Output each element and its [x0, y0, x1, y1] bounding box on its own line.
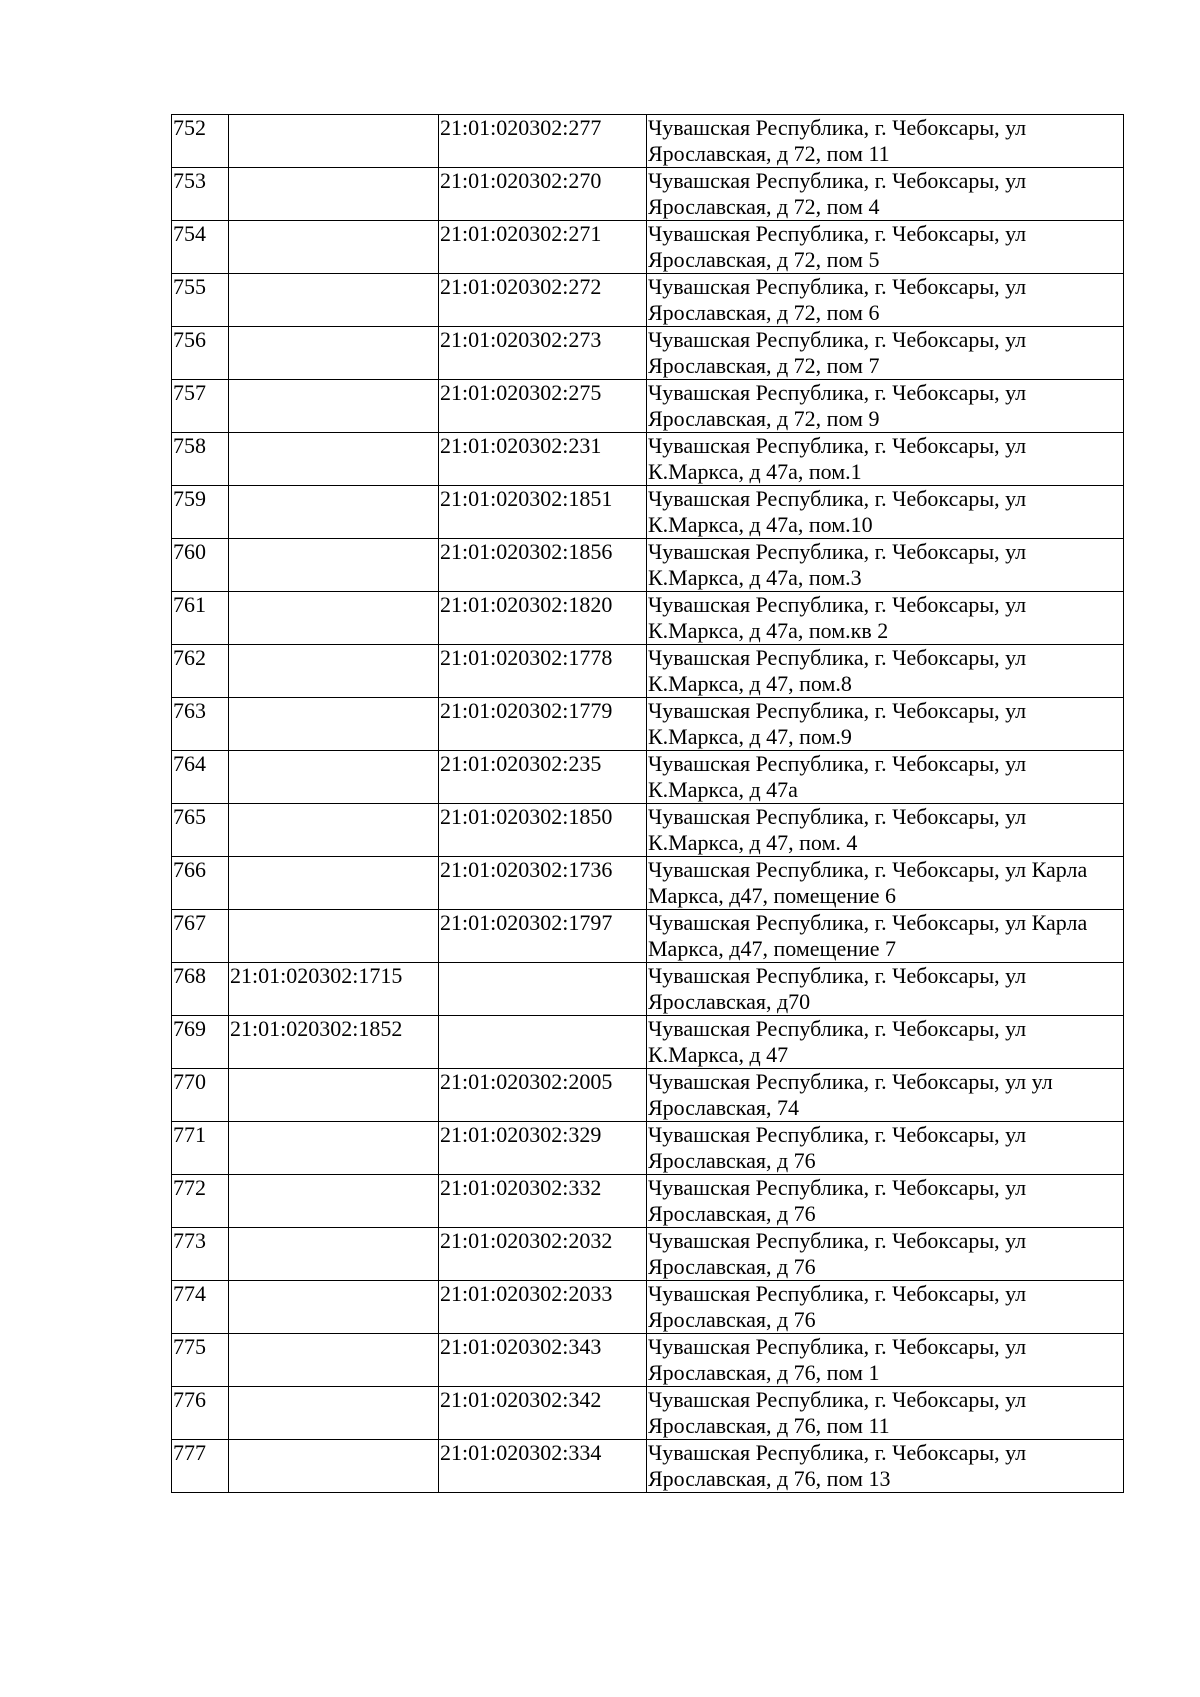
row-number-cell: 776 [172, 1387, 229, 1440]
table-row [172, 751, 1124, 804]
address-cell: Чувашская Республика, г. Чебоксары, ул Карла Маркса, д47, помещение 6 [647, 857, 1124, 910]
row-number-cell: 756 [172, 327, 229, 380]
cadastral-number-cell-a [229, 1122, 439, 1175]
cadastral-number-cell-b: 21:01:020302:2005 [439, 1069, 647, 1122]
cadastral-number-cell-a [229, 168, 439, 221]
cadastral-number-cell-a [229, 857, 439, 910]
table-row [172, 539, 1124, 592]
table-row [172, 1334, 1124, 1387]
table-row [172, 1122, 1124, 1175]
table-row [172, 804, 1124, 857]
address-cell: Чувашская Республика, г. Чебоксары, ул Ярославская, д 76, пом 1 [647, 1334, 1124, 1387]
table-row [172, 380, 1124, 433]
address-cell: Чувашская Республика, г. Чебоксары, ул Карла Маркса, д47, помещение 7 [647, 910, 1124, 963]
row-number-cell: 765 [172, 804, 229, 857]
cadastral-number-cell-b: 21:01:020302:1856 [439, 539, 647, 592]
table-row [172, 1069, 1124, 1122]
address-cell: Чувашская Республика, г. Чебоксары, ул К.Маркса, д 47а [647, 751, 1124, 804]
property-registry-table [171, 114, 1124, 1493]
address-cell: Чувашская Республика, г. Чебоксары, ул Ярославская, д 72, пом 9 [647, 380, 1124, 433]
row-number-cell: 755 [172, 274, 229, 327]
address-cell: Чувашская Республика, г. Чебоксары, ул К.Маркса, д 47, пом.8 [647, 645, 1124, 698]
cadastral-number-cell-b: 21:01:020302:273 [439, 327, 647, 380]
cadastral-number-cell-a [229, 1228, 439, 1281]
cadastral-number-cell-a [229, 1334, 439, 1387]
row-number-cell: 774 [172, 1281, 229, 1334]
cadastral-number-cell-b: 21:01:020302:277 [439, 115, 647, 168]
address-cell: Чувашская Республика, г. Чебоксары, ул К.Маркса, д 47а, пом.кв 2 [647, 592, 1124, 645]
cadastral-number-cell-b: 21:01:020302:1778 [439, 645, 647, 698]
row-number-cell: 753 [172, 168, 229, 221]
table-row [172, 1281, 1124, 1334]
cadastral-number-cell-a [229, 698, 439, 751]
cadastral-number-cell-b: 21:01:020302:2032 [439, 1228, 647, 1281]
row-number-cell: 771 [172, 1122, 229, 1175]
address-cell: Чувашская Республика, г. Чебоксары, ул Ярославская, д 76 [647, 1122, 1124, 1175]
table-row [172, 1440, 1124, 1493]
table-row [172, 857, 1124, 910]
cadastral-number-cell-b: 21:01:020302:2033 [439, 1281, 647, 1334]
cadastral-number-cell-a [229, 910, 439, 963]
address-cell: Чувашская Республика, г. Чебоксары, ул Ярославская, д 76 [647, 1228, 1124, 1281]
table-row [172, 645, 1124, 698]
cadastral-number-cell-b [439, 1016, 647, 1069]
cadastral-number-cell-b: 21:01:020302:1779 [439, 698, 647, 751]
row-number-cell: 772 [172, 1175, 229, 1228]
address-cell: Чувашская Республика, г. Чебоксары, ул К.Маркса, д 47, пом.9 [647, 698, 1124, 751]
table-row [172, 963, 1124, 1016]
address-cell: Чувашская Республика, г. Чебоксары, ул Ярославская, д 72, пом 7 [647, 327, 1124, 380]
cadastral-number-cell-a [229, 1281, 439, 1334]
table-row [172, 910, 1124, 963]
cadastral-number-cell-a [229, 539, 439, 592]
row-number-cell: 770 [172, 1069, 229, 1122]
row-number-cell: 759 [172, 486, 229, 539]
address-cell: Чувашская Республика, г. Чебоксары, ул Ярославская, д 72, пом 6 [647, 274, 1124, 327]
row-number-cell: 768 [172, 963, 229, 1016]
address-cell: Чувашская Республика, г. Чебоксары, ул К.Маркса, д 47 [647, 1016, 1124, 1069]
cadastral-number-cell-a [229, 751, 439, 804]
cadastral-number-cell-b: 21:01:020302:231 [439, 433, 647, 486]
address-cell: Чувашская Республика, г. Чебоксары, ул Ярославская, д70 [647, 963, 1124, 1016]
address-cell: Чувашская Республика, г. Чебоксары, ул Ярославская, д 76, пом 13 [647, 1440, 1124, 1493]
row-number-cell: 752 [172, 115, 229, 168]
cadastral-number-cell-a [229, 380, 439, 433]
row-number-cell: 760 [172, 539, 229, 592]
table-row [172, 274, 1124, 327]
cadastral-number-cell-a [229, 1175, 439, 1228]
cadastral-number-cell-a: 21:01:020302:1852 [229, 1016, 439, 1069]
table-row [172, 1175, 1124, 1228]
row-number-cell: 766 [172, 857, 229, 910]
table-body [172, 115, 1124, 1493]
cadastral-number-cell-b [439, 963, 647, 1016]
table-row [172, 433, 1124, 486]
cadastral-number-cell-a [229, 274, 439, 327]
row-number-cell: 754 [172, 221, 229, 274]
table-row [172, 1228, 1124, 1281]
address-cell: Чувашская Республика, г. Чебоксары, ул К.Маркса, д 47а, пом.1 [647, 433, 1124, 486]
address-cell: Чувашская Республика, г. Чебоксары, ул Ярославская, д 76 [647, 1281, 1124, 1334]
address-cell: Чувашская Республика, г. Чебоксары, ул Ярославская, д 76, пом 11 [647, 1387, 1124, 1440]
cadastral-number-cell-b: 21:01:020302:1850 [439, 804, 647, 857]
address-cell: Чувашская Республика, г. Чебоксары, ул К.Маркса, д 47а, пом.10 [647, 486, 1124, 539]
cadastral-number-cell-b: 21:01:020302:272 [439, 274, 647, 327]
row-number-cell: 758 [172, 433, 229, 486]
cadastral-number-cell-a [229, 486, 439, 539]
row-number-cell: 777 [172, 1440, 229, 1493]
cadastral-number-cell-a: 21:01:020302:1715 [229, 963, 439, 1016]
table-row [172, 1016, 1124, 1069]
row-number-cell: 773 [172, 1228, 229, 1281]
address-cell: Чувашская Республика, г. Чебоксары, ул Ярославская, д 76 [647, 1175, 1124, 1228]
cadastral-number-cell-a [229, 433, 439, 486]
cadastral-number-cell-b: 21:01:020302:1851 [439, 486, 647, 539]
cadastral-number-cell-b: 21:01:020302:332 [439, 1175, 647, 1228]
cadastral-number-cell-b: 21:01:020302:1820 [439, 592, 647, 645]
address-cell: Чувашская Республика, г. Чебоксары, ул Ярославская, д 72, пом 5 [647, 221, 1124, 274]
row-number-cell: 764 [172, 751, 229, 804]
row-number-cell: 763 [172, 698, 229, 751]
table-row [172, 327, 1124, 380]
address-cell: Чувашская Республика, г. Чебоксары, ул ул Ярославская, 74 [647, 1069, 1124, 1122]
cadastral-number-cell-b: 21:01:020302:235 [439, 751, 647, 804]
table-row [172, 1387, 1124, 1440]
row-number-cell: 775 [172, 1334, 229, 1387]
cadastral-number-cell-a [229, 1387, 439, 1440]
row-number-cell: 761 [172, 592, 229, 645]
table-row [172, 221, 1124, 274]
table-row [172, 168, 1124, 221]
table-row [172, 592, 1124, 645]
cadastral-number-cell-b: 21:01:020302:329 [439, 1122, 647, 1175]
address-cell: Чувашская Республика, г. Чебоксары, ул Ярославская, д 72, пом 11 [647, 115, 1124, 168]
cadastral-number-cell-b: 21:01:020302:1797 [439, 910, 647, 963]
row-number-cell: 767 [172, 910, 229, 963]
cadastral-number-cell-b: 21:01:020302:1736 [439, 857, 647, 910]
cadastral-number-cell-a [229, 592, 439, 645]
row-number-cell: 762 [172, 645, 229, 698]
cadastral-number-cell-b: 21:01:020302:270 [439, 168, 647, 221]
cadastral-number-cell-b: 21:01:020302:271 [439, 221, 647, 274]
table-row [172, 698, 1124, 751]
cadastral-number-cell-a [229, 1440, 439, 1493]
cadastral-number-cell-a [229, 327, 439, 380]
cadastral-number-cell-a [229, 1069, 439, 1122]
cadastral-number-cell-a [229, 645, 439, 698]
cadastral-number-cell-a [229, 221, 439, 274]
cadastral-number-cell-a [229, 804, 439, 857]
address-cell: Чувашская Республика, г. Чебоксары, ул Ярославская, д 72, пом 4 [647, 168, 1124, 221]
row-number-cell: 757 [172, 380, 229, 433]
table-row [172, 115, 1124, 168]
table-row [172, 486, 1124, 539]
cadastral-number-cell-b: 21:01:020302:275 [439, 380, 647, 433]
cadastral-number-cell-b: 21:01:020302:342 [439, 1387, 647, 1440]
address-cell: Чувашская Республика, г. Чебоксары, ул К.Маркса, д 47, пом. 4 [647, 804, 1124, 857]
row-number-cell: 769 [172, 1016, 229, 1069]
cadastral-number-cell-a [229, 115, 439, 168]
cadastral-number-cell-b: 21:01:020302:334 [439, 1440, 647, 1493]
cadastral-number-cell-b: 21:01:020302:343 [439, 1334, 647, 1387]
address-cell: Чувашская Республика, г. Чебоксары, ул К.Маркса, д 47а, пом.3 [647, 539, 1124, 592]
